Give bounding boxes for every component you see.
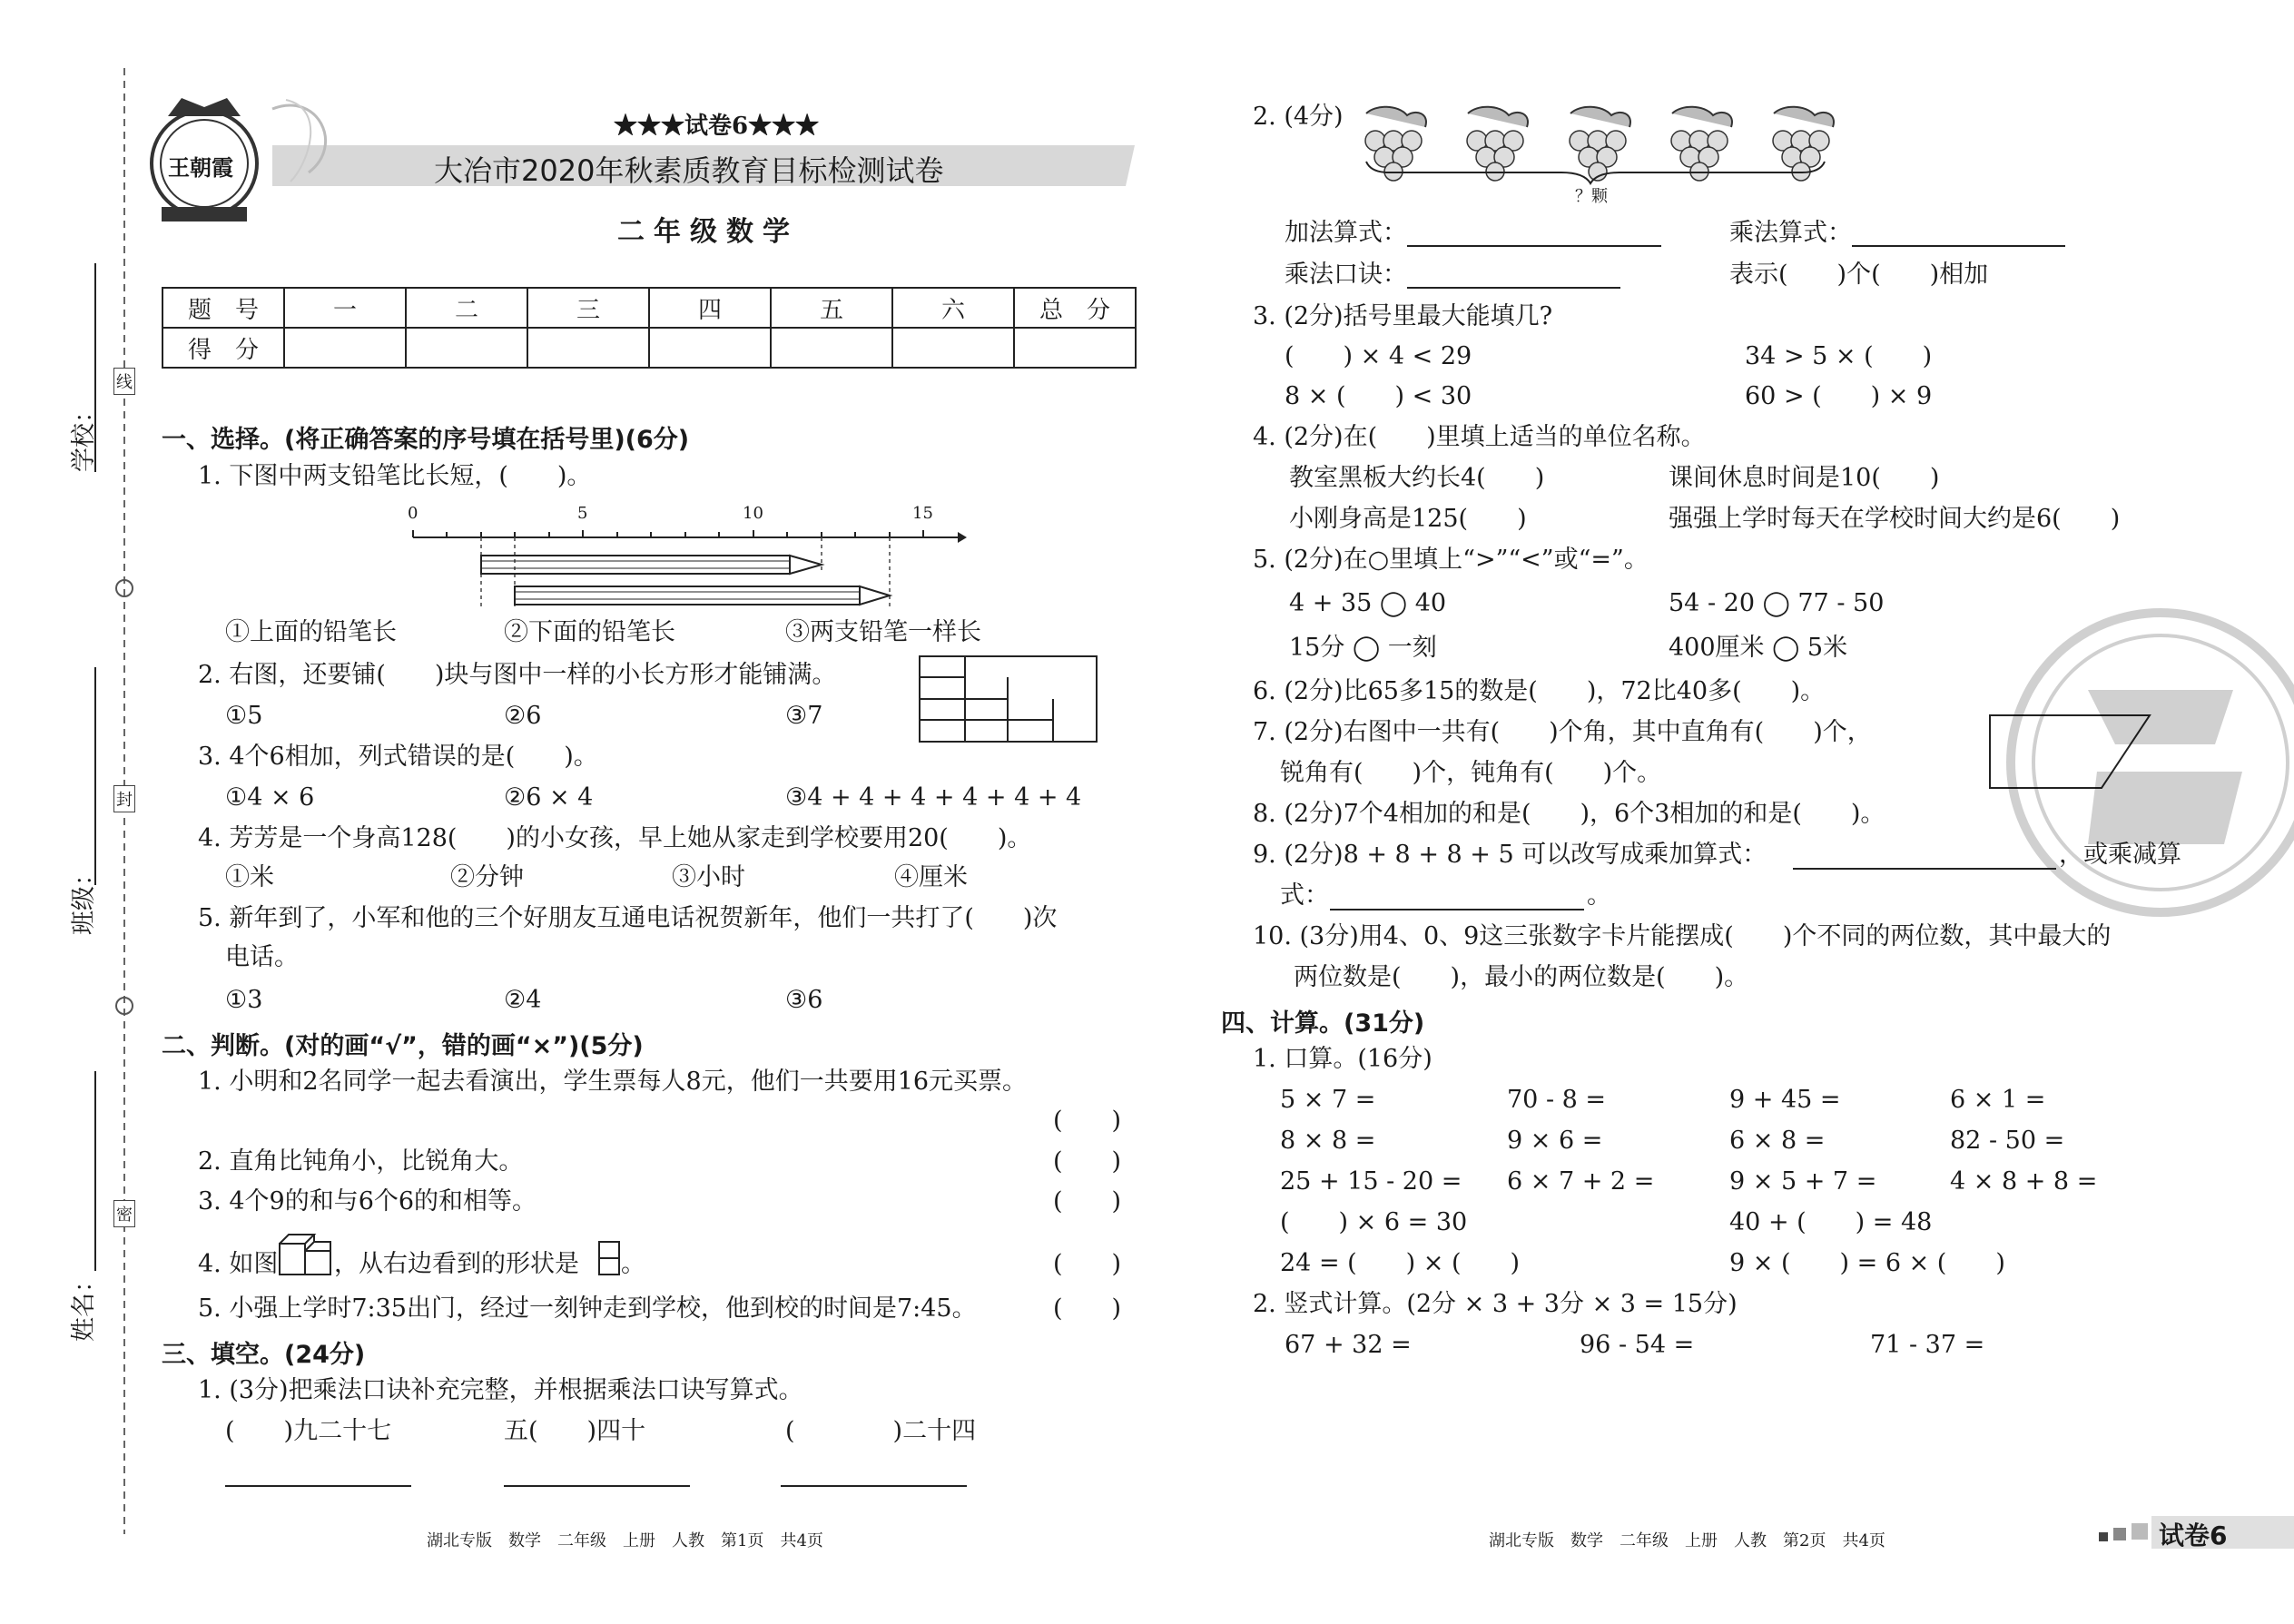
option[interactable]: ②6 [504,702,542,730]
fill-6: 6. (2分)比65多15的数是( )，72比40多( )。 [1253,677,1826,705]
fill-9-line-2[interactable] [1330,909,1584,910]
score-header-cell: 五 [771,288,892,328]
mul-rhyme-line[interactable] [1407,287,1620,289]
option[interactable]: ③两支铅笔一样长 [785,618,981,646]
add-formula-label: 加法算式： [1285,219,1407,247]
footer-right: 湖北专版 数学 二年级 上册 人教 第2页 共4页 [1489,1531,1885,1550]
logo-text: 王朝霞 [168,154,233,181]
mul-rhyme-label: 乘法口诀： [1285,261,1407,289]
option[interactable]: ③7 [785,702,823,730]
oral-item: 8 × 8 = [1280,1127,1376,1155]
fill-5: 5. (2分)在○里填上“>”“<”或“=”。 [1253,546,1649,574]
fill-4: 4. (2分)在( )里填上适当的单位名称。 [1253,423,1706,451]
oral-item: 24 = ( ) × ( ) [1280,1249,1521,1277]
judge-4-c: 。 [621,1250,645,1278]
fill-9-line[interactable] [1793,868,2056,870]
fill-3: 3. (2分)括号里最大能填几? [1253,302,1553,330]
answer-paren[interactable]: ( ) [1053,1250,1122,1278]
option[interactable]: ①3 [225,986,263,1014]
unit-item: 小刚身高是125( ) [1289,505,1527,533]
oral-item: 6 × 1 = [1950,1086,2046,1114]
answer-paren[interactable]: ( ) [1053,1147,1122,1176]
compare-item: 54 - 20 ◯ 77 - 50 [1669,589,1885,617]
fill-2: 2. (4分) [1253,103,1344,131]
subject-title: 二年级数学 [617,216,799,248]
option[interactable]: ③6 [785,986,823,1014]
score-header-cell: 总 分 [1014,288,1136,328]
score-header-cell: 一 [284,288,406,328]
unit-item: 强强上学时每天在学校时间大约是6( ) [1669,505,2121,533]
answer-paren[interactable]: ( ) [1053,1294,1122,1323]
footer-badge: 试卷6 [2159,1521,2228,1550]
question-1-5: 5. 新年到了，小军和他的三个好朋友互通电话祝贺新年，他们一共打了( )次 [198,904,1058,932]
exam-number-stars: ★★★试卷6★★★ [614,113,820,140]
grape-bunch-icon [1570,107,1630,181]
option[interactable]: ②6 × 4 [504,783,594,812]
answer-paren[interactable]: ( ) [1053,1187,1122,1216]
calc-2: 2. 竖式计算。(2分 × 3 + 3分 × 3 = 15分) [1253,1290,1738,1318]
score-header-cell: 三 [527,288,649,328]
score-header-cell: 二 [406,288,527,328]
score-header-cell: 四 [649,288,771,328]
answer-line[interactable] [504,1485,690,1487]
score-cell[interactable] [284,328,406,368]
mul-formula-line[interactable] [1852,245,2065,247]
rhyme-item: ( )九二十七 [225,1417,392,1445]
ruler-pencil-figure [413,530,967,608]
ruler-tick-label: 10 [743,504,763,523]
vertical-item: 96 - 54 = [1580,1331,1695,1359]
section-3-heading: 三、填空。(24分) [162,1341,366,1369]
option[interactable]: ③4 + 4 + 4 + 4 + 4 + 4 [785,783,1082,812]
judge-5: 5. 小强上学时7:35出门，经过一刻钟走到学校，他到校的时间是7:45。 [198,1294,977,1323]
answer-line[interactable] [781,1485,967,1487]
fill-9-label: 式： [1280,881,1329,910]
compare-item: 4 + 35 ◯ 40 [1289,589,1447,617]
question-1-3: 3. 4个6相加，列式错误的是( )。 [198,743,598,771]
ruler-tick-label: 5 [577,504,588,523]
cubes-figure [280,1235,330,1275]
oral-item: 9 × 6 = [1507,1127,1603,1155]
grape-bunch-icon [1773,107,1834,181]
fill-9: 9. (2分)8 + 8 + 8 + 5 可以改写成乘加算式： [1253,841,1767,869]
mul-formula-label: 乘法算式： [1729,219,1852,247]
fill-7: 7. (2分)右图中一共有( )个角，其中直角有( )个， [1253,718,1872,746]
section-1-heading: 一、选择。(将正确答案的序号填在括号里)(6分) [162,426,690,454]
rhyme-item: ( )二十四 [785,1417,977,1445]
score-cell[interactable] [527,328,649,368]
oral-item: 4 × 8 + 8 = [1950,1167,2098,1196]
judge-4-a: 4. 如图 [198,1250,279,1278]
fill-10: 10. (3分)用4、0、9这三张数字卡片能摆成( )个不同的两位数，其中最大的 [1253,922,2112,950]
ruler-tick-label: 0 [408,504,418,523]
inequality-item: 60 > ( ) × 9 [1745,382,1933,410]
option[interactable]: ②下面的铅笔长 [504,618,675,646]
compare-item: 15分 ◯ 一刻 [1289,634,1437,662]
option[interactable]: ②分钟 [450,863,524,891]
question-1-4: 4. 芳芳是一个身高128( )的小女孩，早上她从家走到学校要用20( )。 [198,824,1032,852]
option[interactable]: ④厘米 [894,863,968,891]
add-formula-line[interactable] [1407,245,1661,247]
vertical-item: 71 - 37 = [1870,1331,1985,1359]
line-mark: 线 [113,368,135,395]
vertical-item: 67 + 32 = [1285,1331,1412,1359]
score-header-cell: 六 [892,288,1014,328]
fill-9-cont: ，或乘减算 [2059,841,2181,869]
question-1-5-cont: 电话。 [225,943,299,971]
option[interactable]: ①上面的铅笔长 [225,618,397,646]
judge-2: 2. 直角比钝角小，比锐角大。 [198,1147,524,1176]
option[interactable]: ③小时 [672,863,745,891]
name-label: 姓名： [70,1268,98,1342]
fill-7-cont: 锐角有( )个，钝角有( )个。 [1280,759,1662,787]
fill-1: 1. (3分)把乘法口诀补充完整，并根据乘法口诀写算式。 [198,1376,803,1404]
answer-line[interactable] [225,1485,411,1487]
score-table [162,287,1137,369]
ruler-tick-label: 15 [912,504,933,523]
judge-4-b: ，从右边看到的形状是 [334,1250,579,1278]
fill-9-end: 。 [1587,881,1611,910]
score-cell[interactable] [649,328,771,368]
option[interactable]: ②4 [504,986,542,1014]
fill-10-cont: 两位数是( )，最小的两位数是( )。 [1294,963,1749,991]
oral-item: 70 - 8 = [1507,1086,1607,1114]
represents-text: 表示( )个( )相加 [1729,261,1989,289]
question-1-2: 2. 右图，还要铺( )块与图中一样的小长方形才能铺满。 [198,661,837,689]
question-1-1: 1. 下图中两支铅笔比长短，( )。 [198,462,592,490]
inequality-item: 8 × ( ) < 30 [1285,382,1472,410]
option[interactable]: ①米 [225,863,274,891]
grape-bunch-icon [1671,107,1732,181]
section-4-heading: 四、计算。(31分) [1221,1009,1425,1038]
unit-item: 教室黑板大约长4( ) [1289,464,1545,492]
oral-item: 5 × 7 = [1280,1086,1376,1114]
oral-item: 9 + 45 = [1729,1086,1841,1114]
rhyme-item: 五( )四十 [504,1417,646,1445]
grapes-label: ？颗 [1575,187,1608,206]
oral-item: 9 × 5 + 7 = [1729,1167,1877,1196]
option[interactable]: ①4 × 6 [225,783,315,812]
oral-item: 25 + 15 - 20 = [1280,1167,1462,1196]
inequality-item: 34 > 5 × ( ) [1745,342,1933,370]
side-view-shape [599,1242,619,1275]
footer-left: 湖北专版 数学 二年级 上册 人教 第1页 共4页 [427,1531,823,1550]
judge-1: 1. 小明和2名同学一起去看演出，学生票每人8元，他们一共要用16元买票。 [198,1068,1028,1096]
score-cell[interactable] [892,328,1014,368]
seal-mark: 封 [113,785,135,812]
fill-8: 8. (2分)7个4相加的和是( )，6个3相加的和是( )。 [1253,800,1885,828]
grape-bunch-icon [1467,107,1528,181]
score-cell[interactable] [406,328,527,368]
score-cell[interactable] [1014,328,1136,368]
grapes-figure [1365,107,1834,183]
section-2-heading: 二、判断。(对的画“√”，错的画“×”)(5分) [162,1032,644,1060]
score-label-cell: 得 分 [162,328,284,368]
tiling-grid-figure [920,656,1097,742]
score-header-cell: 题 号 [162,288,284,328]
answer-paren[interactable]: ( ) [1053,1107,1122,1135]
oral-item: 40 + ( ) = 48 [1729,1208,1933,1236]
score-cell[interactable] [771,328,892,368]
calc-1: 1. 口算。(16分) [1253,1045,1433,1073]
compare-item: 400厘米 ◯ 5米 [1669,634,1848,662]
oral-item: ( ) × 6 = 30 [1280,1208,1468,1236]
class-label: 班级： [70,861,98,935]
oral-item: 6 × 7 + 2 = [1507,1167,1655,1196]
oral-item: 82 - 50 = [1950,1127,2065,1155]
school-label: 学校： [70,399,98,472]
secret-mark: 密 [113,1200,135,1227]
oral-item: 9 × ( ) = 6 × ( ) [1729,1249,2005,1277]
inequality-item: ( ) × 4 < 29 [1285,342,1472,370]
option[interactable]: ①5 [225,702,263,730]
oral-item: 6 × 8 = [1729,1127,1826,1155]
judge-3: 3. 4个9的和与6个6的和相等。 [198,1187,537,1216]
unit-item: 课间休息时间是10( ) [1669,464,1940,492]
exam-title: 大冶市2020年秋素质教育目标检测试卷 [434,153,944,188]
